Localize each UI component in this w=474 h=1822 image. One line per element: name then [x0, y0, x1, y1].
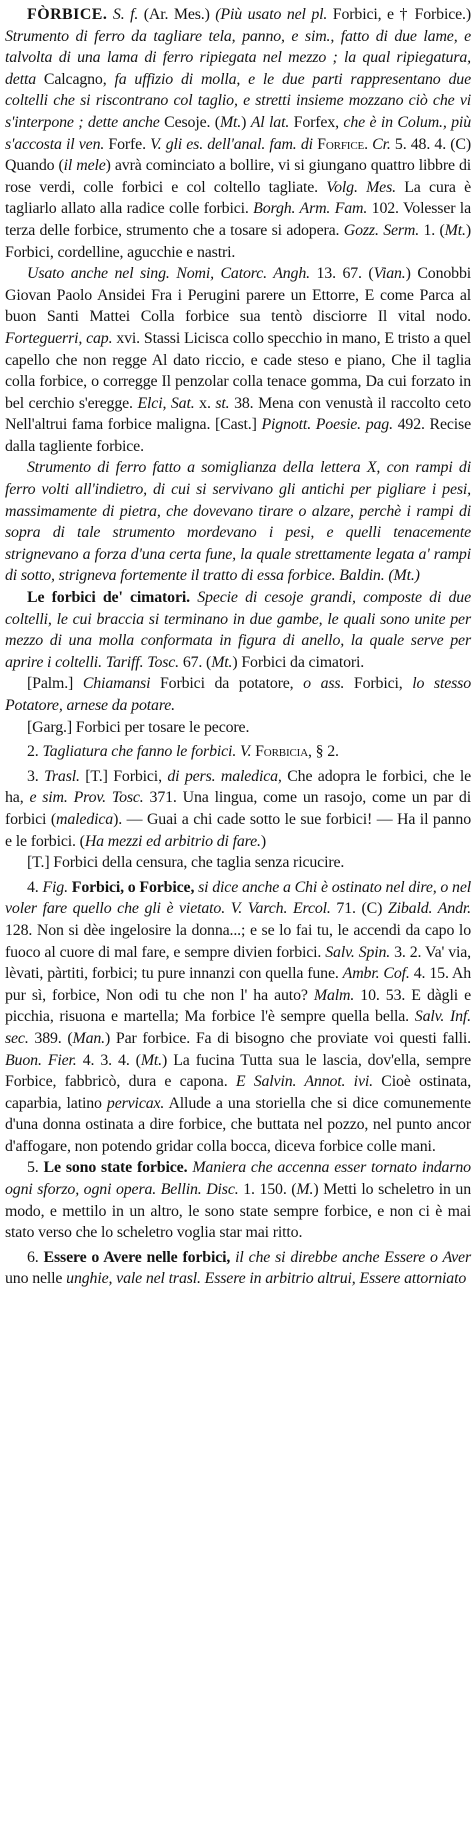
- italic-run: M.: [296, 1181, 314, 1199]
- italic-run: Chiamansi: [82, 675, 151, 693]
- text-run: ): [241, 113, 251, 131]
- italic-run: Mt.: [219, 113, 242, 131]
- text-run: Che adopra le forbici, che le ha,: [5, 767, 471, 807]
- italic-run: Maniera che accenna esser tornato indarno ogni sforzo, ogni opera. Bellin. Disc.: [5, 1159, 471, 1199]
- entry-sense-3: [5, 766, 471, 852]
- text-run: ) Par forbice. Fa di bisogno che proviate voi questi falli.: [105, 1029, 471, 1047]
- italic-run: e sim. Prov. Tosc.: [29, 789, 144, 807]
- text-run: Cioè ostinata, caparbia, latino: [5, 1073, 472, 1112]
- italic-run: E Salvin. Annot. ivi.: [235, 1073, 373, 1091]
- italic-run: Usato anche nel sing.: [27, 265, 177, 283]
- text-run: Forbici da potatore,: [150, 675, 304, 693]
- entry-usage-singular: [5, 263, 471, 457]
- italic-run: Mt.: [444, 221, 466, 239]
- italic-run: V. gli es. dell'anal. fam. di: [150, 135, 313, 153]
- text-run: ) avrà cominciato a bollire, vi si giungano quattro libbre di rose verdi, colle forbici e col coltello tagliate.: [5, 157, 472, 196]
- text-run: ). — Guai a chi cade sotto le sue forbici! — Ha il panno e le forbici. (: [5, 810, 471, 850]
- text-run: 6.: [27, 1248, 44, 1266]
- italic-run: S. f.: [107, 6, 144, 23]
- entry-sense-3-censorship: [5, 852, 471, 874]
- text-run: Cesoje. (: [164, 113, 220, 131]
- text-run: 4.: [27, 878, 43, 896]
- headword: FÒRBICE.: [27, 6, 108, 23]
- italic-run: unghie, vale nel trasl. Essere in arbitrio altrui, Essere attorniato: [66, 1270, 467, 1288]
- text-run: xvi. Stassi Licisca collo specchio in mano, E tristo a quel capello che non regge Al dato riccio, e cade steso e piano, Che il taglia colla forbice, o corregge Il penzolar colla tenace gomma, Da cui forzato in bel cerchio s'eregge.: [5, 329, 472, 412]
- italic-run: Borgh. Arm. Fam.: [253, 200, 368, 218]
- italic-run: Gozz. Serm.: [343, 221, 420, 239]
- italic-run: si dice anche a Chi è ostinato nel dire, o nel voler fare quello che gli è vietato. V. Varch. Ercol.: [5, 878, 471, 918]
- text-run: ) Metti lo scheletro in un modo, e mettilo in un altro, le sono state sempre forbice, e non ci è mai stato verso che lo scheletro voglia star mai ritto.: [5, 1181, 471, 1242]
- italic-run: il mele: [63, 157, 106, 175]
- text-run: 38. Mena con venustà il raccolto ceto Nell'altrui fama forbice maligna. [Cast.]: [5, 394, 471, 434]
- italic-run: Trasl.: [44, 767, 80, 785]
- italic-run: Elci, Sat.: [137, 394, 195, 412]
- entry-sense-pruning: [5, 673, 471, 716]
- text-run: ) Forbici, cordelline, agucchie e nastri.: [5, 221, 472, 261]
- text-run: 13. 67. (: [309, 265, 374, 283]
- text-run: 67. (: [179, 653, 212, 671]
- italic-run: fa uffizio di molla, e le due parti rappresentano due coltelli che si riscontrano col taglio, e stretti insieme mozzano ciò che vi s'interpone ; dette anche: [5, 70, 471, 131]
- text-run: Forfe.: [104, 135, 151, 153]
- text-run: Forbici,: [344, 675, 413, 693]
- text-run: Calcagno,: [43, 70, 115, 88]
- text-run: (Ar. Mes.): [143, 6, 216, 23]
- italic-run: Strumento di ferro da tagliare tela, panno, e sim., fatto di due lame, e talvolta di una lama di ferro ripiegata nel mezzo ; la qual ripiegatura, detta: [5, 27, 471, 88]
- text-run: [T.] Forbici,: [79, 767, 168, 785]
- italic-run: Vian.: [373, 265, 406, 283]
- entry-sense-lifting-tool: [5, 457, 471, 587]
- italic-run: Pignott. Poesie. pag.: [261, 416, 393, 434]
- smallcaps-run: Forbicia: [251, 743, 308, 761]
- italic-run: Man.: [72, 1029, 106, 1047]
- italic-run: Malm.: [313, 986, 355, 1004]
- italic-run: Cr.: [372, 135, 391, 153]
- text-run: 10. 53. E dàgli e picchia, risuona e martella; Ma forbice l'è sempre quella bella.: [5, 986, 471, 1026]
- text-run: ) La fucina Tutta sua le lascia, dov'ella, sempre Forbice, fabbricò, dura e capona.: [5, 1051, 471, 1091]
- text-run: Forfex,: [289, 113, 344, 131]
- text-run: [Palm.]: [27, 675, 83, 693]
- italic-run: Buon. Fier.: [5, 1051, 77, 1069]
- italic-run: o ass.: [303, 675, 345, 693]
- text-run: , § 2.: [307, 743, 339, 761]
- italic-run: Specie di cesoje grandi, composte di due coltelli, le cui braccia si terminano in due gambe, le quali sono unite per mezzo di una molla conformata in figura di anello, la quale serve per aprire i coltelli. Tariff. Tosc.: [5, 589, 471, 671]
- text-run: 128. Non si dèe ingelosire la donna...; e se lo fai tu, le accendi da capo lo fuoco al cuore di mal fare, e sempre divien forbici.: [5, 921, 471, 961]
- text-run: ): [260, 832, 267, 850]
- italic-run: Volg. Mes.: [326, 178, 396, 196]
- italic-run: Salv. Spin.: [325, 943, 391, 961]
- dictionary-entry: [5, 4, 471, 1290]
- italic-run: maledica: [56, 810, 114, 828]
- text-run: 1. (: [419, 221, 445, 239]
- text-run: 102. Volesser la terza delle forbice, strumento che a tosare si adopera.: [5, 200, 471, 239]
- italic-run: di pers. maledica,: [167, 767, 282, 785]
- text-run: La cura è tagliarlo allato alla radice colle forbici.: [5, 178, 471, 218]
- italic-run: che è in Colum., più s'accosta il ven.: [5, 113, 471, 153]
- text-run: ) Conobbi Giovan Paolo Ansidei Fra i Perugini parere un Ettorre, E come Parca al buon Santi Mattei Colla forbice sua tentò disciorre Il vital nodo.: [5, 265, 472, 326]
- italic-run: Al lat.: [250, 113, 290, 131]
- text-run: uno nelle: [5, 1270, 67, 1288]
- text-run: 371. Una lingua, come un rasojo, come un par di forbici (: [5, 789, 471, 828]
- italic-run: Ambr. Cof.: [342, 965, 410, 983]
- italic-run: Forteguerri, cap.: [5, 329, 113, 347]
- italic-run: Ha mezzi ed arbitrio di fare.: [84, 832, 261, 850]
- italic-run: Fig.: [42, 878, 68, 896]
- italic-run: Salv. Inf. sec.: [5, 1008, 472, 1047]
- italic-run: Mt.: [140, 1051, 163, 1069]
- smallcaps-run: Forfice: [312, 135, 365, 153]
- italic-run: (Più usato nel pl.: [215, 6, 328, 23]
- text-run: [Garg.] Forbici per tosare le pecore.: [27, 718, 250, 736]
- text-run: 5.: [27, 1159, 44, 1177]
- bold-run: Le forbici de' cimatori.: [27, 589, 198, 607]
- italic-run: Nomi, Catorc. Angh.: [176, 265, 310, 283]
- entry-sense-2: [5, 741, 471, 763]
- entry-sense-5: [5, 1157, 471, 1243]
- text-run: 3.: [27, 767, 45, 785]
- bold-run: Forbici, o Forbice,: [67, 878, 199, 896]
- entry-definition-main: [5, 4, 471, 263]
- text-run: 389. (: [28, 1029, 73, 1047]
- text-run: 1. 150. (: [238, 1181, 297, 1199]
- text-run: ) Forbici da cimatori.: [232, 653, 365, 671]
- text-run: [T.] Forbici della censura, che taglia senza ricucire.: [27, 854, 345, 872]
- entry-sense-shearers: [5, 587, 471, 673]
- text-run: 5. 48. 4. (C) Quando (: [5, 135, 471, 175]
- text-run: 2.: [27, 743, 43, 761]
- bold-run: Essere o Avere nelle forbici,: [43, 1248, 236, 1266]
- italic-run: pervicax.: [106, 1094, 165, 1112]
- italic-run: Zibald. Andr.: [387, 900, 471, 918]
- entry-sense-4: [5, 877, 471, 1158]
- italic-run: Mt.: [211, 653, 233, 671]
- text-run: 4. 15. Ah pur sì, forbice, Non odi tu che non l' ha auto?: [5, 965, 471, 1004]
- italic-run: st.: [215, 394, 230, 412]
- italic-run: Tagliatura che fanno le forbici. V.: [42, 743, 252, 761]
- italic-run: lo stesso Potatore, arnese da potare.: [5, 675, 471, 714]
- entry-sense-6: [5, 1247, 471, 1290]
- bold-run: Le sono state forbice.: [43, 1159, 193, 1177]
- entry-sense-sheep-shearing: [5, 717, 471, 739]
- italic-run: Strumento di ferro fatto a somiglianza della lettera X, con rampi di ferro volti all'indietro, di cui si servivano gli antichi per pigliare i pesi, massimamente di pietra, che dovevano tirare o alzare, perchè i rampi di sopra di tale strumento mordevano i pesi, e quelli tenacemente strignevano a forza d'una certa fune, la quale strettamente legata a' rampi di sotto, strigneva fortemente il tratto di essa forbice. Baldin. (Mt.): [5, 459, 471, 585]
- text-run: Forbici, e † Forbice.): [327, 6, 471, 23]
- text-run: Allude a una storiella che si dice comunemente d'una donna ostinata a dire forbice, che buttata nel pozzo, nel punto ancor d'affogare, non potendo gridar colla bocca, diceva forbice colle mani.: [5, 1094, 471, 1155]
- text-run: 71. (C): [330, 900, 388, 918]
- text-run: 3. 2. Va' via, lèvati, pàrtiti, forbici; tu pure innanzi con quella fune.: [5, 943, 471, 983]
- text-run: .: [364, 135, 373, 153]
- text-run: 4. 3. 4. (: [76, 1051, 141, 1069]
- text-run: x.: [194, 394, 216, 412]
- italic-run: il che si direbbe anche Essere o Aver: [235, 1248, 471, 1266]
- text-run: 492. Recise dalla tagliente forbice.: [5, 416, 471, 455]
